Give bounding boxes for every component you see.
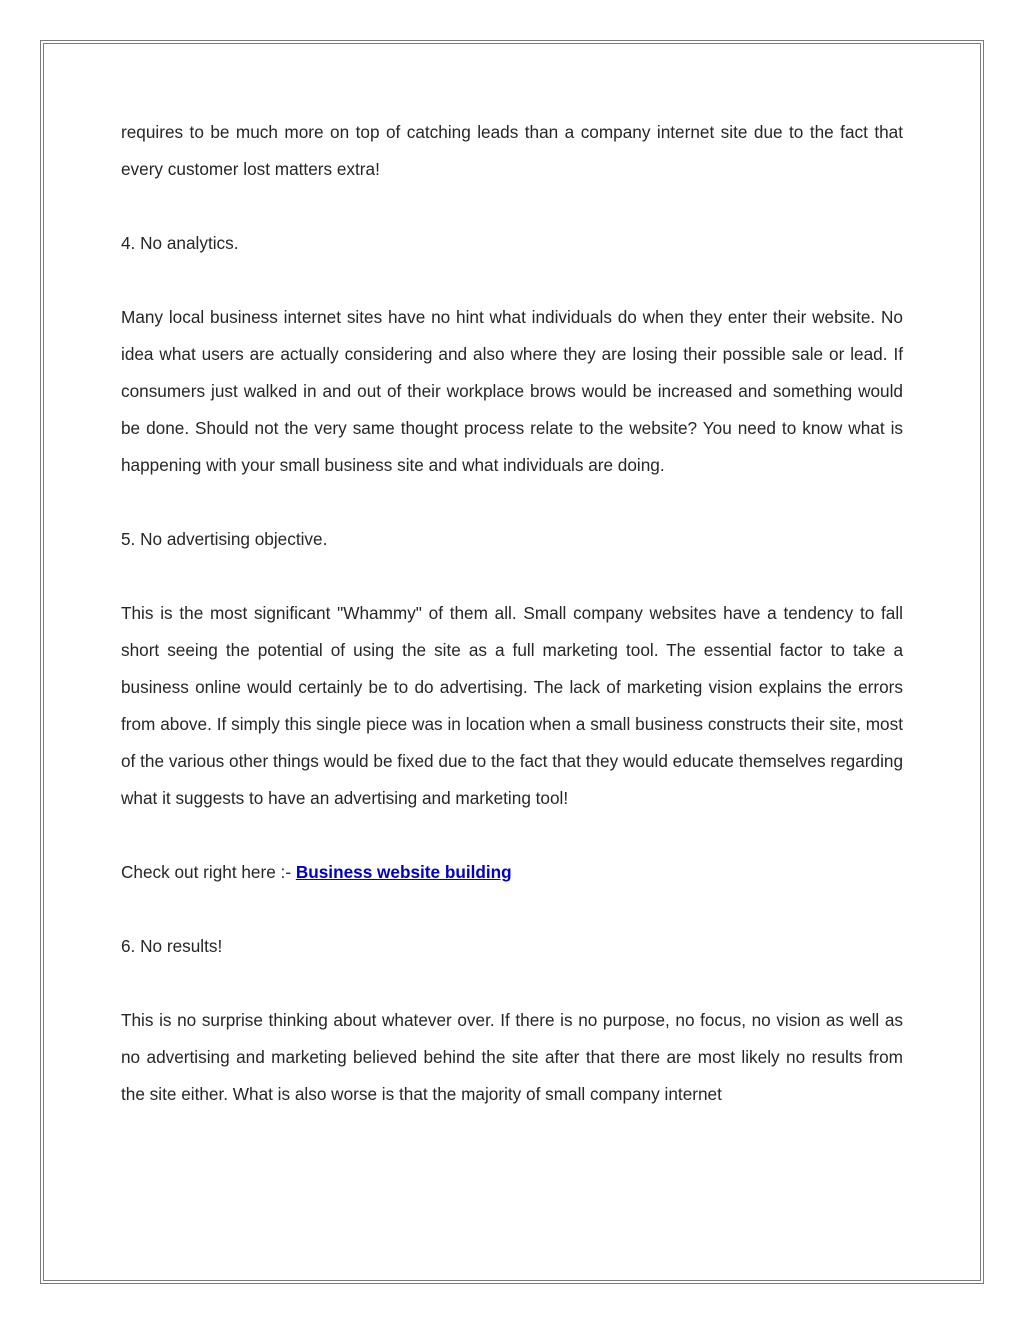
paragraph-no-advertising-objective: This is the most significant "Whammy" of them all. Small company websites have a tendency to fall short seeing the potential of using the site as a full marketing tool. The essential factor to take a business online would certainly be to do advertising. The lack of marketing vision explains the errors from above. If simply this single piece was in location when a small business constructs their site, most of the various other things would be fixed due to the fact that they would educate themselves regarding what it suggests to have an advertising and marketing tool! bbox=[121, 603, 903, 808]
heading-no-advertising-objective: 5. No advertising objective. bbox=[121, 529, 328, 549]
spacer bbox=[121, 484, 903, 521]
check-out-line bbox=[121, 854, 903, 891]
spacer bbox=[121, 262, 903, 299]
spacer bbox=[121, 558, 903, 595]
check-out-prefix: Check out right here :- bbox=[121, 862, 296, 882]
spacer bbox=[121, 965, 903, 1002]
heading-no-analytics: 4. No analytics. bbox=[121, 233, 239, 253]
paragraph-intro: requires to be much more on top of catching leads than a company internet site due to the fact that every customer lost matters extra! bbox=[121, 122, 903, 179]
paragraph-no-analytics: Many local business internet sites have no hint what individuals do when they enter their website. No idea what users are actually considering and also where they are losing their possible sale or lead. If consumers just walked in and out of their workplace brows would be increased and something would be done. Should not the very same thought process relate to the website? You need to know what is happening with your small business site and what individuals are doing. bbox=[121, 307, 903, 475]
heading-no-results: 6. No results! bbox=[121, 936, 223, 956]
spacer bbox=[121, 188, 903, 225]
business-website-building-link[interactable]: Business website building bbox=[295, 862, 512, 882]
spacer bbox=[121, 891, 903, 928]
paragraph-no-results: This is no surprise thinking about whatever over. If there is no purpose, no focus, no vision as well as no advertising and marketing believed behind the site after that there are most likely no results from the site either. What is also worse is that the majority of small company internet bbox=[121, 1010, 903, 1104]
document-body bbox=[121, 114, 903, 1113]
spacer bbox=[121, 817, 903, 854]
